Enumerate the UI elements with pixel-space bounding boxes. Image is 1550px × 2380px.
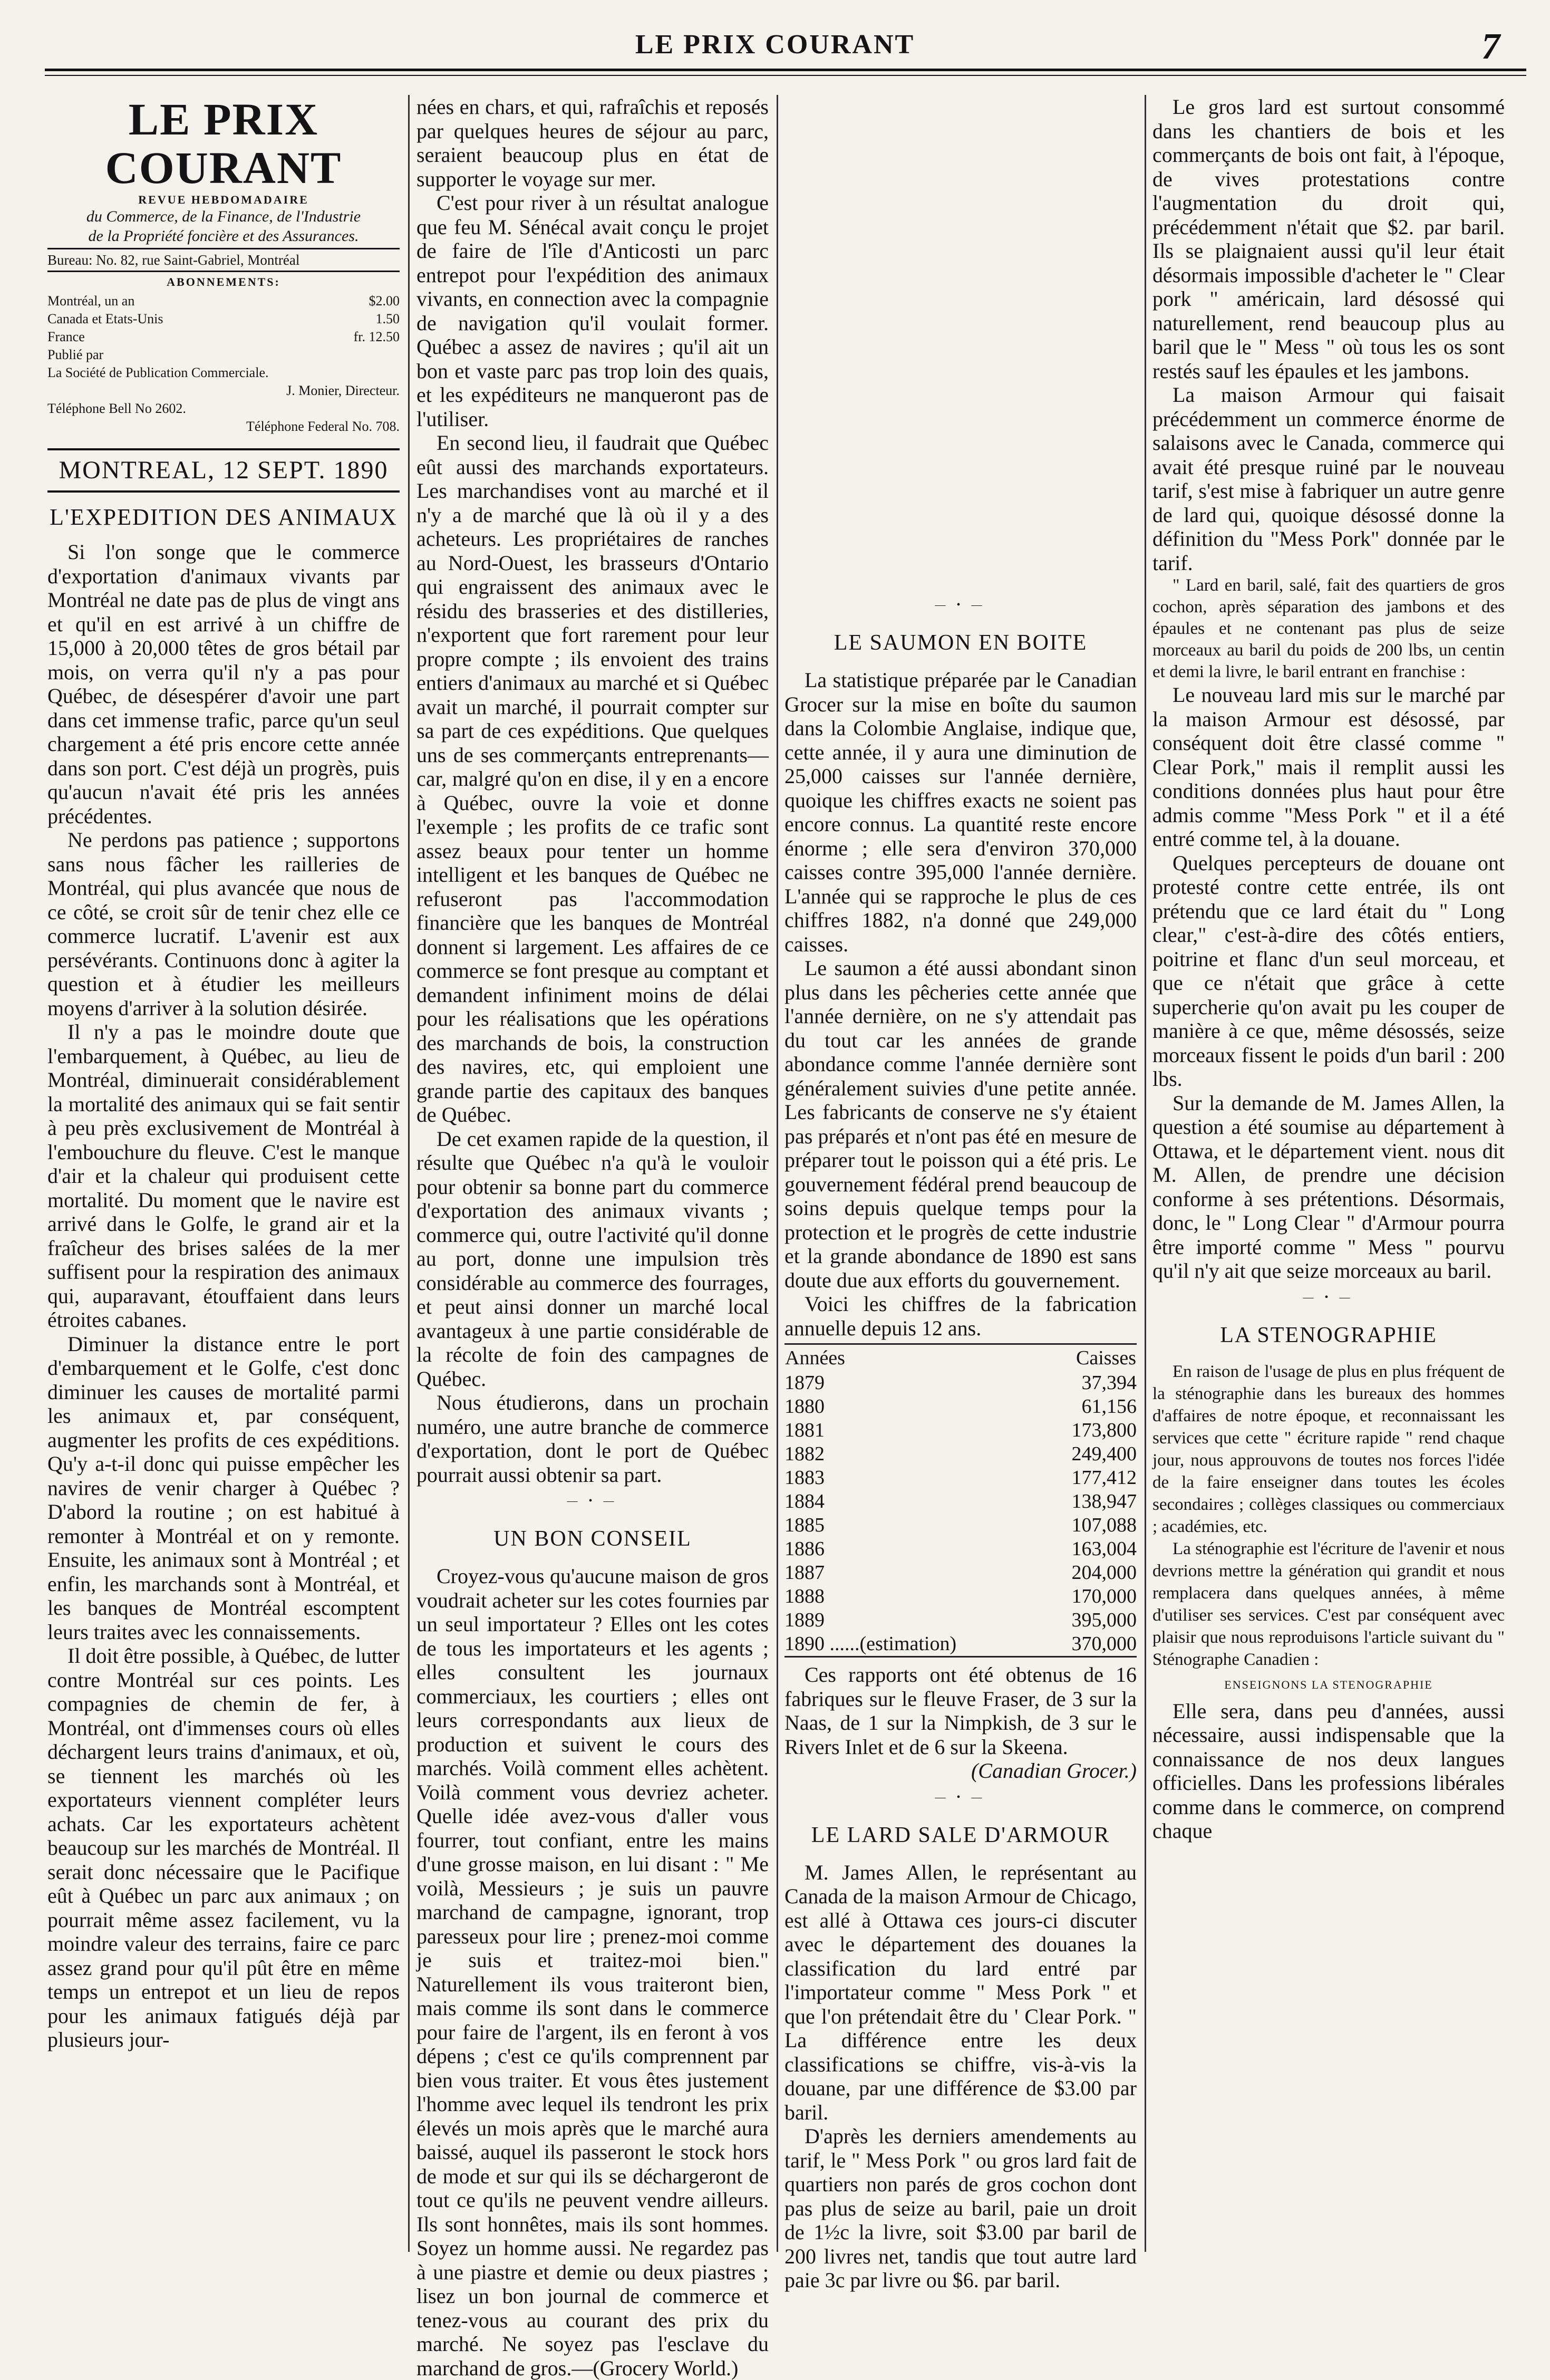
- column-rule-2: [777, 95, 778, 2252]
- article-heading: LA STENOGRAPHIE: [1220, 1323, 1437, 1347]
- running-head-title: LE PRIX COURANT: [635, 30, 915, 60]
- article-continuation-space: [784, 95, 1137, 591]
- dateline: MONTREAL, 12 SEPT. 1890: [47, 448, 400, 493]
- article-paragraph: En second lieu, il faudrait que Québec eût aussi des marchands exportateurs. Les marchandises vont au marché et il n'y a de marché que là où il y a des acheteurs. Les propriétaires de ranches au Nord-Ouest, les brasseurs d'Ontario qui engraissent des animaux avec le résidu des brasseries et des distilleries, n'exportent que fort rarement pour leur propre compte ; ils envoient des trains entiers d'animaux au marché et si Québec avait un marché, il pourrait compter sur sa part de ces expéditions. Que quelques uns de ses commerçants entreprenants—car, malgré qu'on en dise, il y en a encore à Québec, ouvre la voie et donne l'exemple ; les profits de ce trafic sont assez beaux pour tenter un homme intelligent et les banques de Québec ne refuseront pas l'accommodation financière que les banques de Montréal donnent si largement. Les affaires de ce commerce se font presque au comptant et demandent infiniment moins de délai pour les réalisations que les opérations des marchands de bois, la construction des navires, etc, qui emploient une grande partie des capitaux des banques de Québec.: [416, 431, 769, 1126]
- table-row: 1885 107,088: [784, 1514, 1137, 1536]
- tariff-quote: " Lard en baril, salé, fait des quartiers de gros cochon, après séparation des jambons et des épaules et ne contenant pas plus de seize morceaux au baril du poids de 200 lbs, un centin et demi la livre, le baril entrant en franchise :: [1152, 576, 1505, 681]
- section-ornament: — • —: [935, 1791, 986, 1803]
- article-paragraph: Ces rapports ont été obtenus de 16 fabriques sur le fleuve Fraser, de 3 sur la Naas, de 1 sur la Nimpkish, de 3 sur le Rivers Inlet et de 6 sur la Skeena.: [784, 1663, 1137, 1759]
- article-paragraph: Il n'y a pas le moindre doute que l'embarquement, à Québec, au lieu de Montréal, diminuerait considérablement la mortalité des animaux qui se fait sentir à peu près exclusivement de Montréal à l'embouchure du fleuve. C'est le manque d'air et la chaleur qui produisent cette mortalité. Du moment que le navire est arrivé dans le Golfe, le grand air et la fraîcheur des brises salées de la mer suffisent pour la respiration des animaux qui, auparavant, étouffaient dans leurs étroites cabanes.: [47, 1020, 400, 1332]
- page-number: 7: [1481, 26, 1500, 67]
- table-row: 1889 395,000: [784, 1609, 1137, 1631]
- table-row: 1880 61,156: [784, 1395, 1137, 1418]
- article-heading: LE LARD SALE D'ARMOUR: [811, 1823, 1110, 1847]
- column-rule-1: [408, 95, 410, 2252]
- article-heading: LE SAUMON EN BOITE: [834, 631, 1088, 655]
- article-paragraph: Le nouveau lard mis sur le marché par la maison Armour est désossé, par conséquent doit être classé comme " Clear Pork," mais il remplit aussi les conditions données plus haut pour être admis comme "Mess Pork " et il a été entré comme tel, à la douane.: [1152, 683, 1505, 851]
- masthead-tagline-1: du Commerce, de la Finance, de l'Industrie: [86, 208, 361, 225]
- column-4: [1152, 95, 1505, 2252]
- top-rule-thin: [45, 75, 1526, 76]
- article-paragraph: C'est pour river à un résultat analogue que feu M. Sénécal avait conçu le projet de faire de l'île d'Anticosti un parc entrepot pour l'expédition des animaux vivants, en connection avec la compagnie de navigation qu'il voulait former. Québec a assez de navires ; qu'il ait un bon et vaste parc pas trop loin des quais, et les expéditeurs ne manqueront pas de l'utiliser.: [416, 191, 769, 431]
- publisher-label: Publié par: [47, 347, 104, 362]
- table-row: 1888 170,000: [784, 1585, 1137, 1607]
- director: J. Monier, Directeur.: [286, 383, 400, 398]
- table-row: 1887 204,000: [784, 1562, 1137, 1584]
- article-paragraph: Nous étudierons, dans un prochain numéro, une autre branche de commerce d'exportation, dont le port de Québec pourrait aussi obtenir sa part.: [416, 1391, 769, 1487]
- article-paragraph: Le saumon a été aussi abondant sinon plus dans les pêcheries cette année que l'année dernière, on ne s'y attendait pas du tout car les années de grande abondance comme l'année dernière sont généralement suivies d'une petite année. Les fabricants de conserve ne s'y étaient pas préparés et n'ont pas été en mesure de préparer tout le poisson qui a été pris. Le gouvernement fédéral prend beaucoup de soins depuis quelque temps pour la protection et le progrès de cette industrie et la grande abondance de 1890 est sans doute due aux efforts du gouvernement.: [784, 956, 1137, 1292]
- article-paragraph: nées en chars, et qui, rafraîchis et reposés par quelques heures de séjour au parc, seraient beaucoup plus en état de supporter le voyage sur mer.: [416, 95, 769, 191]
- article-paragraph: Elle sera, dans peu d'années, aussi nécessaire, aussi indispensable que la connaissance de nos deux langues officielles. Dans les professions libérales comme dans le commerce, on comprend chaque: [1152, 1699, 1505, 1843]
- publisher-name: La Société de Publication Commerciale.: [47, 365, 269, 380]
- masthead-bureau: Bureau: No. 82, rue Saint-Gabriel, Montréal: [47, 248, 400, 272]
- article-paragraph: La sténographie est l'écriture de l'avenir et nous devrions mettre la génération qui grandit et nous remplacera dans quelques années, à même d'utiliser ses services. C'est par conséquent avec plaisir que nous reproduisons l'article suivant du " Sténographe Canadien :: [1152, 1539, 1505, 1669]
- masthead-title: LE PRIX COURANT: [105, 94, 342, 193]
- table-row: 1883 177,412: [784, 1467, 1137, 1489]
- article-paragraph: Quelques percepteurs de douane ont protesté contre cette entrée, ils ont prétendu que ce lard était du " Long clear," c'est-à-dire des côtés entiers, poitrine et flanc d'un seul morceau, et que ce n'était que grâce à cette supercherie qu'on avait pu les couper de manière à ce que, même désossés, seize morceaux fissent le poids d'un baril : 200 lbs.: [1152, 851, 1505, 1091]
- article-paragraph: Le gros lard est surtout consommé dans les chantiers de bois et les commerçants de bois ont fait, à l'époque, de vives protestations contre l'augmentation du droit qui, précédemment n'était que $2. par baril. Ils se plaignaient aussi qu'il leur était désormais impossible d'acheter le " Clear pork " américain, lard désossé qui naturellement, rend beaucoup plus au baril que le " Mess " où tous les os sont restés sauf les épaules et les jambons.: [1152, 95, 1505, 383]
- article-paragraph: De cet examen rapide de la question, il résulte que Québec n'a qu'à le vouloir pour obtenir sa bonne part du commerce d'exportation des animaux vivants ; commerce qui, outre l'activité qu'il donne au port, donne une impulsion très considérable au commerce des fourrages, et peut ainsi donner un marché local avantageux à une partie considérable de la récolte de foin des campagnes de Québec.: [416, 1126, 769, 1391]
- masthead-subtitle: REVUE HEBDOMADAIRE: [138, 193, 309, 206]
- section-ornament: — • —: [1303, 1291, 1354, 1303]
- article-paragraph: Croyez-vous qu'aucune maison de gros voudrait acheter sur les cotes fournies par un seul importateur ? Elles ont les cotes de tous les importateurs et les agents ; elles consultent les journaux commerciaux, les courtiers ; elles ont leurs correspondants aux lieux de production et suivent le cours des marchés. Voilà comment elles achètent. Voilà comment vous devriez acheter. Quelle idée avez-vous d'aller vous fourrer, tout confiant, entre les mains d'une grosse maison, en lui disant : " Me voilà, Messieurs ; je suis un pauvre marchand de campagne, ignorant, trop paresseux pour lire ; prenez-moi comme je suis et traitez-moi bien." Naturellement ils vous traiteront bien, mais comme ils sont dans le commerce pour faire de l'argent, ils en feront à vos dépens ; c'est ce qu'ils comprennent par bien vous traiter. Et vous êtes justement l'homme avec lequel ils tendront les prix élevés un mois après que le marché aura baissé, auquel ils passeront le stock hors de mode et sur qui ils se déchargeront de tout ce qu'ils ne peuvent vendre ailleurs. Ils sont honnêtes, mais ils sont hommes. Soyez un homme aussi. Ne regardez pas à une piastre et demie ou deux piastres ; lisez un bon journal de commerce et tenez-vous au courant des prix du marché. Ne soyez pas l'esclave du marchand de gros.—(Grocery World.): [416, 1564, 769, 2380]
- stenography-intro: [1152, 1361, 1505, 1671]
- article-paragraph: Sur la demande de M. James Allen, la question a été soumise au département à Ottawa, et le département vient. nous dit M. Allen, de prendre une décision conforme à ses prétentions. Désormais, donc, le " Long Clear " d'Armour pourra être importé comme " Mess " pourvu qu'il n'y ait que seize morceaux au baril.: [1152, 1091, 1505, 1283]
- masthead-abonnements: ABONNEMENTS:: [167, 275, 280, 288]
- table-row: 1881 173,800: [784, 1419, 1137, 1441]
- rate-row: France fr. 12.50: [47, 329, 400, 344]
- table-row: 1884 138,947: [784, 1490, 1137, 1512]
- rate-row: Montréal, un an $2.00: [47, 293, 400, 309]
- table-row: 1886 163,004: [784, 1538, 1137, 1560]
- column-2: [416, 95, 769, 2380]
- section-ornament: — • —: [567, 1495, 618, 1507]
- article-heading: L'EXPEDITION DES ANIMAUX: [50, 504, 398, 530]
- article-paragraph: La statistique préparée par le Canadian Grocer sur la mise en boîte du saumon dans la Colombie Anglaise, indique que, cette année, il y aura une diminution de 25,000 caisses sur l'année dernière, quoique les chiffres exacts ne soient pas encore connus. La quantité reste encore énorme ; elle sera d'environ 370,000 caisses contre 395,000 l'année dernière. L'année qui se rapproche le plus de ces chiffres 1882, n'a donné que 249,000 caisses.: [784, 668, 1137, 956]
- column-3: [784, 95, 1137, 2292]
- article-heading: UN BON CONSEIL: [493, 1527, 692, 1551]
- section-ornament: — • —: [935, 599, 986, 611]
- masthead-tagline-2: de la Propriété foncière et des Assurances.: [88, 227, 359, 245]
- subheading: ENSEIGNONS LA STENOGRAPHIE: [1224, 1678, 1433, 1691]
- running-head: [0, 26, 1550, 67]
- article-paragraph: Il doit être possible, à Québec, de lutter contre Montréal sur ces points. Les compagnies de chemin de fer, à Montréal, ont d'immenses cours où elles déchargent leurs trains d'animaux, et où, se tiennent les marchés où les exportateurs viennent compléter leurs achats. Car les exportateurs achètent beaucoup sur les marchés de Montréal. Il serait donc nécessaire que le Pacifique eût à Québec un parc aux animaux ; on pourrait même assez facilement, vu la moindre valeur des terrains, faire ce parc assez grand pour qu'il pût être en même temps un entrepot et un lieu de repos pour les animaux fatigués déjà par plusieurs jour-: [47, 1644, 400, 2051]
- telephone-federal: Téléphone Federal No. 708.: [246, 419, 400, 434]
- rate-row: Canada et Etats-Unis 1.50: [47, 311, 400, 326]
- salmon-table: [784, 1343, 1137, 1658]
- article-paragraph: En raison de l'usage de plus en plus fréquent de la sténographie dans les bureaux des hommes d'affaires de notre époque, et reconnaissant les services que cette " écriture rapide " rend chaque jour, nous approuvons de toutes nos forces l'idée de la faire enseigner dans toutes les écoles secondaires ; collèges classiques ou commerciaux ; académies, etc.: [1152, 1362, 1505, 1536]
- top-rule: [45, 69, 1526, 71]
- article-paragraph: D'après les derniers amendements au tarif, le " Mess Pork " ou gros lard fait de quartiers non parés de gros cochon dont pas plus de seize au baril, paie un droit de 1½c la livre, soit $3.00 par baril de 200 livres net, tandis que tout autre lard paie 3c par livre ou $6. par baril.: [784, 2124, 1137, 2292]
- article-paragraph: Voici les chiffres de la fabrication annuelle depuis 12 ans.: [784, 1292, 1137, 1340]
- table-row: 1890 ......(estimation) 370,000: [784, 1633, 1137, 1655]
- article-paragraph: La maison Armour qui faisait précédemment un commerce énorme de salaisons avec le Canada, commerce qui avait été presque ruiné par le nouveau tarif, s'est mise à fabriquer un autre genre de lard qui, quoique désossé donne la définition du "Mess Pork" donnée par le tarif.: [1152, 383, 1505, 575]
- article-paragraph: Ne perdons pas patience ; supportons sans nous fâcher les railleries de Montréal, qui plus avancée que nous de ce côté, se croit sûr de tenir chez elle ce commerce lucratif. L'avenir est aux persévérants. Continuons donc à agiter la question et à étudier les meilleurs moyens d'arriver à la solution désirée.: [47, 828, 400, 1020]
- article-paragraph: Si l'on songe que le commerce d'exportation d'animaux vivants par Montréal ne date pas de plus de vingt ans et qu'il en est arrivé à un chiffre de 15,000 à 20,000 têtes de gros bétail par mois, on verra qu'il n'y a pas pour Québec, de désespérer d'avoir une part dans cet immense trafic, parce qu'un seul chargement a été pris encore cette année dans son port. C'est déjà un progrès, puis qu'aucun n'avait été pris les années précédentes.: [47, 540, 400, 828]
- table-header: Caisses: [1076, 1347, 1136, 1369]
- column-rule-3: [1145, 95, 1146, 2252]
- article-paragraph: Diminuer la distance entre le port d'embarquement et le Golfe, c'est donc diminuer les causes de mortalité parmi les animaux et, par conséquent, augmenter les profits de ces expéditions. Qu'y a-t-il donc qui puisse empêcher les navires de venir charger à Québec ? D'abord la routine ; on est habitué à remonter à Montréal et on y remonte. Ensuite, les animaux sont à Montréal ; et enfin, les marchands sont à Montréal, et les banques de Montréal escomptent leurs traites avec les connaissements.: [47, 1332, 400, 1644]
- telephone-bell: Téléphone Bell No 2602.: [47, 401, 186, 416]
- article-paragraph: M. James Allen, le représentant au Canada de la maison Armour de Chicago, est allé à Ottawa ces jours-ci discuter avec le département des douanes la classification du lard entré par l'importateur comme " Mess Pork " et que l'on prétendait être du ' Clear Pork. " La différence entre les deux classifications se chiffre, vis-à-vis la douane, par une différence de $3.00 par baril.: [784, 1860, 1137, 2124]
- article-citation: (Canadian Grocer.): [971, 1759, 1137, 1782]
- table-row: 1882 249,400: [784, 1443, 1137, 1465]
- column-1: [47, 95, 400, 2252]
- table-header: Années: [785, 1347, 845, 1369]
- table-row: 1879 37,394: [784, 1372, 1137, 1394]
